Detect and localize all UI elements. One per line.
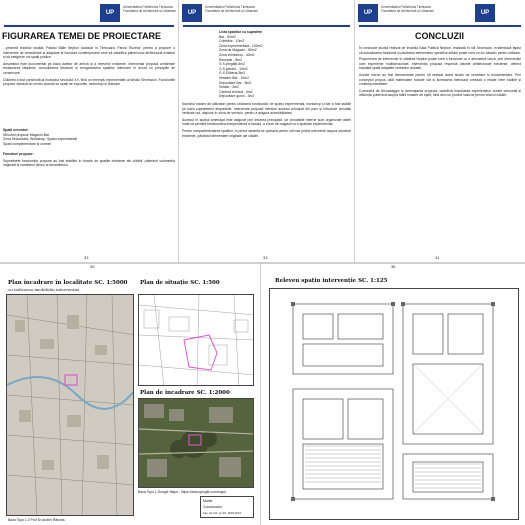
list-item: Spații complementare și conexe — [3, 141, 52, 146]
title-block-date: Martie — [203, 499, 213, 503]
paragraph: ...prezintă imobilul studiat, Palatul Băile Neptun localizat în Timișoara, Parcul Rozelor, pentru a propune o intervenție de remodelare și adaptare la funcțiuni contemporane care să valorifice patrimoniul arhitectural existent și să integreze noi spații publice. — [3, 46, 175, 60]
locality-map — [6, 294, 134, 516]
paragraph: Ansamblul este documentat pe baza datelor de arhivă și a relevelor existente. Intervenția propusă urmărește restaurarea fațadelor, consolidarea structurii și reorganizarea spațiilor interioare în acord cu principiile de conservare. — [3, 61, 175, 75]
title-block — [200, 496, 254, 518]
plan2-title: Plan de situație SC. 1:500 — [140, 280, 220, 286]
list-item: Depozitare Bar - 8m2 — [219, 80, 252, 85]
list-item: Depozitare gunoi - 3m2 — [219, 94, 255, 99]
list-item: Cofetărie - 10m2 — [219, 39, 245, 44]
university-logo: UP — [475, 4, 495, 22]
functions-title: Funcțiuni propuse: — [3, 152, 34, 156]
page-number: 36 — [391, 264, 396, 269]
list-item: Vestiare Bar - 10m2 — [219, 75, 249, 80]
page-number: 34 — [435, 255, 440, 260]
header-rule — [4, 25, 174, 27]
spaces-list — [3, 128, 175, 146]
university-logo: UP — [182, 4, 202, 22]
list-item: G.S.pierdut - 10m2 — [219, 66, 248, 71]
spaces-area-list — [219, 30, 262, 99]
survey-title: Releveu spațiu intervenție SC. 1:125 — [275, 278, 388, 284]
plan3-caption: Baza Topo 1:Google Maps - https://www.google.com/maps — [138, 490, 226, 494]
page-header — [179, 2, 354, 28]
paragraph: Suprafețele funcțiunilor propuse au fost stabilite în funcție de spațiile existente ale clădirii, păstrând volumetria originală și caracterul istoric al ansamblului. — [3, 158, 175, 168]
spaces-text — [182, 102, 351, 140]
list-item: Structuri propuse Magazin-Bar — [3, 132, 49, 137]
paragraph: Aceste lucruri au fost demonstrate pentru că realizat acest studiu de cercetare și fundamentare. Prin conceptul propus, atât materialele folosite cât și iluminarea interioară creează o relație între tradiție și contemporaneitate. — [359, 72, 521, 87]
title-block-faculty: Fac. de Arh. și Urb. 2023-2024 — [203, 511, 242, 515]
paragraph: Clădirea a fost construită la începutul secolului XX, fiind un exemplu reprezentativ al stilului Secession. Funcțiunile propuse vizează un centru cultural cu spații de expoziție, workshop și relaxare. — [3, 77, 175, 87]
list-title: Lista spațiilor cu suprafețe — [219, 30, 263, 34]
page-number: 33 — [84, 255, 89, 260]
page-header — [0, 2, 178, 28]
page-title: FIGURAREA TEMEI DE PROIECTARE — [2, 31, 162, 41]
header-institution: Universitatea Politehnica Timișoara Facultatea de Arhitectură și Urbanism — [381, 5, 435, 13]
document-page-conclusions — [355, 0, 525, 262]
title-block-coordinator: Coordonator — [203, 505, 222, 509]
list-item: Vestiar - 4m2 — [219, 85, 239, 90]
locality-map-drawing — [7, 295, 134, 516]
list-item: Recepție - 8m2 — [219, 57, 242, 62]
list-item: Bar - 50m2 — [219, 34, 236, 39]
floor-plan-drawing — [273, 294, 513, 516]
satellite-map-drawing — [139, 399, 254, 488]
plan1-title: Plan încadrare în localitate SC. 1:5000 — [8, 280, 128, 286]
university-logo: UP — [358, 4, 378, 22]
document-page-intro — [0, 0, 178, 262]
list-item: Zona Secundară, Workshop, Spațiu experimental — [3, 137, 78, 142]
plan1-caption: Baza Topo 1:2 Prof Dr Andrei Răsoha — [8, 518, 65, 522]
header-rule — [359, 25, 521, 27]
paragraph: Pentru compartimentarea spațiilor, în prima variantă se optează pentru cât mai puține intervenții asupra structurii existente, păstrând elementele originale ale clădirii. — [182, 128, 351, 138]
situation-plan — [138, 294, 254, 386]
document-page-spaces — [179, 0, 354, 262]
plans-sheet — [0, 264, 260, 525]
paragraph: Conceptul de Arcoasaggio în amenajarea propusă, valorifică importanța experiențelor create senzorial și influența puternică asupra stării noastre de spirit, fiind deci un proiect valoros pentru viitorul clădirii. — [359, 88, 521, 98]
list-item: G.S.pregătit-5m2 — [219, 62, 245, 67]
list-item: Cameră tehnică - 6m2 — [219, 89, 253, 94]
conclusions-text — [359, 46, 521, 100]
plan3-title: Plan de încadrare SC. 1:2000 — [140, 390, 230, 396]
plan1-subtitle: cu indicarea imobilului intervenției — [8, 287, 80, 292]
page-number: 35 — [90, 264, 95, 269]
header-rule — [183, 25, 350, 27]
satellite-map — [138, 398, 254, 488]
spaces-title: Spații necesare — [3, 128, 28, 132]
header-institution: Universitatea Politehnica Timișoara Facultatea de Arhitectură și Urbanism — [205, 5, 259, 13]
survey-sheet — [261, 264, 525, 525]
paragraph: Numărul maxim de utilizatori pentru utilizarea funcțiunilor de spațiu experimental, workshop și bar a fost stabilit pe baza suprafețelor disponibile. Intervenția propusă menține accesul principal din parc și introduce circulații verticale noi, dispuse în zona de serviciu, pentru a asigura accesibilitatea. — [182, 102, 351, 116]
header-institution: Universitatea Politehnica Timișoara Facultatea de Arhitectură și Urbanism — [123, 5, 177, 13]
list-item: G.S-Eliberat-8m2 — [219, 71, 246, 76]
paragraph: Accesul în spațiul amenajat este asigurat prin intrarea principală, iar circulațiile interne sunt organizate astfel încât să permită funcționarea independentă a barului, a zonei de magazin și a spațiului experimental. — [182, 117, 351, 127]
list-item: Zona experimentală - 100m2 — [219, 43, 263, 48]
situation-plan-drawing — [139, 295, 254, 386]
list-item: Zona de Magazin - 80m2 — [219, 48, 257, 53]
page-header — [355, 2, 525, 28]
paragraph: Propunerea de intervenție în clădirea Neptun poate crea o funcțiune cu o atmosferă unică, prin intermediul unei experiențe multisenzoriale. Intervenția propusă respectă valorile arhitecturale existente, oferind totodată spații adaptate cerințelor actuale. — [359, 57, 521, 71]
page-number: 33 — [263, 255, 268, 260]
list-item: Zona Workshop - 40m2 — [219, 52, 255, 57]
university-logo: UP — [100, 4, 120, 22]
page-title: CONCLUZII — [415, 31, 464, 41]
functions-section — [3, 152, 175, 170]
intro-text — [3, 46, 175, 89]
paragraph: În concluzie studiul realizat pe imobilul Baia Publică Neptun, realizată în stil Secession, evidențiază faptul că actualizarea funcțiunii și păstrarea elementelor specifice stilului poate crea un loc atractiv pentru utilizare. — [359, 46, 521, 55]
